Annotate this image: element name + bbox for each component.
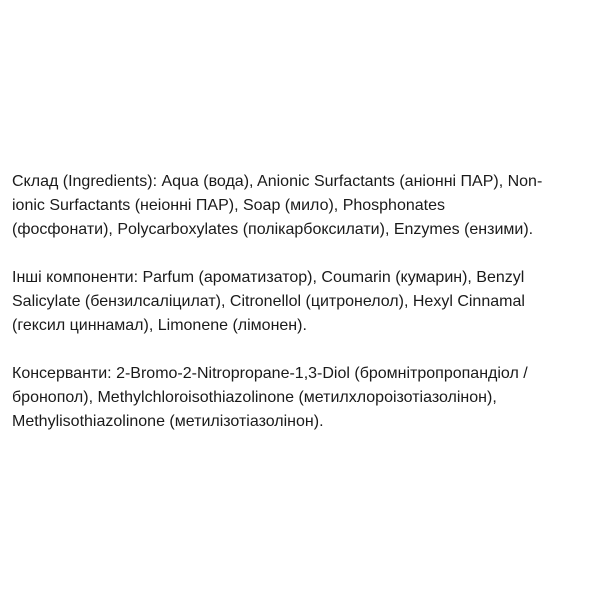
text-line: бронопол), Methylchloroisothiazolinone (метилхлороізотіазолінон), [12,389,497,406]
text-line: (фосфонати), Polycarboxylates (полікарбоксилати), Enzymes (ензими). [12,221,534,238]
other-components-paragraph [12,266,592,338]
text-line: (гексил циннамал), Limonene (лімонен). [12,317,307,334]
text-line: Salicylate (бензилсаліцилат), Citronellol (цитронелол), Hexyl Cinnamal [12,293,525,310]
ingredients-paragraph [12,170,592,242]
text-line: Консерванти: 2-Bromo-2-Nitropropane-1,3-Diol (бромнітропропандіол / [12,365,528,382]
text-line: Склад (Ingredients): Aqua (вода), Anionic Surfactants (аніонні ПАР), Non- [12,173,543,190]
text-line: ionic Surfactants (неіонні ПАР), Soap (мило), Phosphonates [12,197,445,214]
text-line: Інші компоненти: Parfum (ароматизатор), Coumarin (кумарин), Benzyl [12,269,525,286]
preservatives-paragraph [12,362,592,434]
ingredients-text [12,170,592,434]
text-line: Methylisothiazolinone (метилізотіазолінон). [12,413,324,430]
